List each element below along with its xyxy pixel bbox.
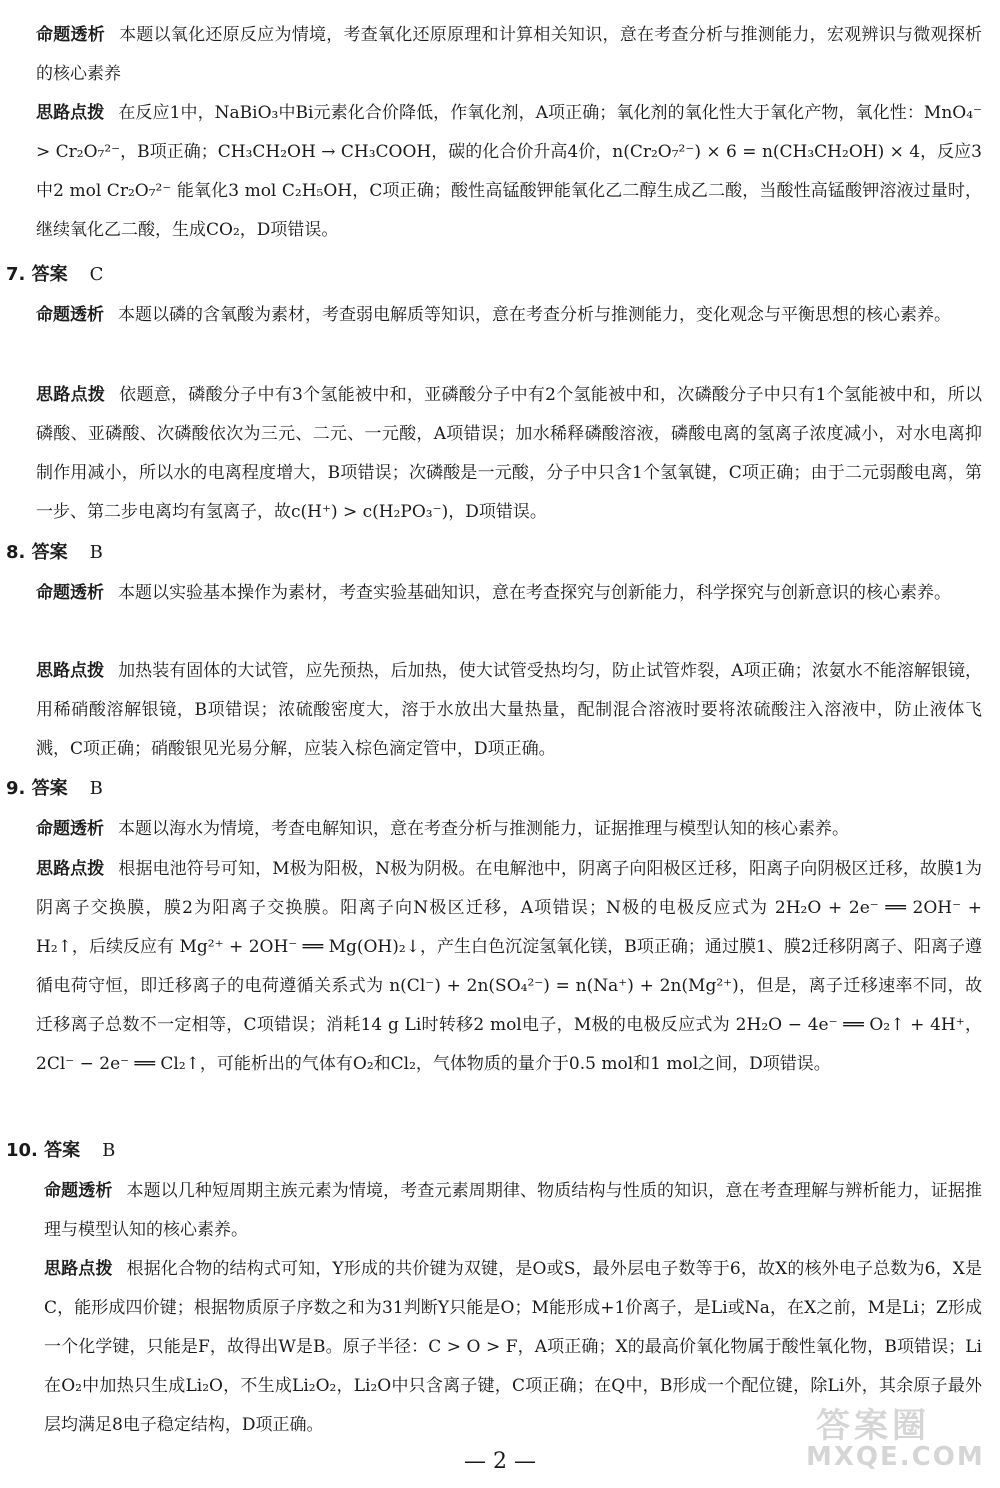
q10-intent	[44, 1172, 982, 1250]
analysis-text: 根据电池符号可知，M极为阳极，N极为阴极。在电解池中，阴离子向阳极区迁移，阳离子向阴极区迁移，故膜1为阴离子交换膜，膜2为阳离子交换膜。阳离子向N极区迁移，A项错误；N极的电极反应式为 2H₂O + 2e⁻ ══ 2OH⁻ + H₂↑，后续反应有 Mg²⁺ + 2OH⁻ ══ Mg(OH)₂↓，产生白色沉淀氢氧化镁，B项正确；通过膜1、膜2迁移阴离子、阳离子遵循电荷守恒，即迁移离子的电荷遵循关系式为 n(Cl⁻) + 2n(SO₄²⁻) = n(Na⁺) + 2n(Mg²⁺)，但是，离子迁移速率不同，故迁移离子总数不一定相等，C项错误；消耗14 g Li时转移2 mol电子，M极的电极反应式为 2H₂O − 4e⁻ ══ O₂↑ + 4H⁺，2Cl⁻ − 2e⁻ ══ Cl₂↑，可能析出的气体有O₂和Cl₂，气体物质的量介于0.5 mol和1 mol之间，D项错误。	[36, 859, 982, 1074]
site-watermark	[786, 1398, 986, 1478]
answer-value: C	[89, 264, 104, 285]
q6-intent	[36, 16, 982, 94]
q9-analysis-block	[36, 850, 982, 1084]
intent-text: 本题以实验基本操作为素材，考查实验基础知识，意在考查探究与创新能力，科学探究与创新意识的核心素养。	[118, 583, 951, 603]
analysis-label: 思路点拨	[36, 385, 106, 405]
analysis-text: 依题意，磷酸分子中有3个氢能被中和，亚磷酸分子中有2个氢能被中和，次磷酸分子中只有1个氢能被中和，所以磷酸、亚磷酸、次磷酸依次为三元、二元、一元酸，A项错误；加水稀释磷酸溶液，磷酸电离的氢离子浓度减小，对水电离抑制作用减小，所以水的电离程度增大，B项错误；次磷酸是一元酸，分子中只含1个氢氧键，C项正确；由于二元弱酸电离，第一步、第二步电离均有氢离子，故c(H⁺) > c(H₂PO₃⁻)，D项错误。	[36, 385, 982, 522]
intent-text: 本题以氧化还原反应为情境，考查氧化还原原理和计算相关知识，意在考查分析与推测能力，宏观辨识与微观探析的核心素养	[36, 25, 983, 84]
analysis-label: 思路点拨	[36, 661, 105, 681]
analysis-label: 思路点拨	[36, 103, 105, 123]
q8-answer	[6, 538, 103, 568]
intent-label: 命题透析	[44, 1181, 113, 1201]
intent-text: 本题以海水为情境，考查电解知识，意在考查分析与推测能力，证据推理与模型认知的核心素养。	[118, 819, 849, 839]
q9-analysis	[36, 850, 982, 1084]
analysis-text: 根据化合物的结构式可知，Y形成的共价键为双键，是O或S，最外层电子数等于6，故X的核外电子总数为6，X是C，能形成四价键；根据物质原子序数之和为31判断Y只能是O；M能形成+1价离子，是Li或Na，在X之前，M是Li；Z形成一个化学键，只能是F，故得出W是B。原子半径：C > O > F，A项正确；X的最高价氧化物属于酸性氧化物，B项错误；Li在O₂中加热只生成Li₂O，不生成Li₂O₂，Li₂O中只含离子键，C项正确；在Q中，B形成一个配位键，除Li外，其余原子最外层均满足8电子稳定结构，D项正确。	[44, 1259, 983, 1435]
analysis-text: 加热装有固体的大试管，应先预热，后加热，使大试管受热均匀，防止试管炸裂，A项正确；浓氨水不能溶解银镜，用稀硝酸溶解银镜，B项错误；浓硫酸密度大，溶于水放出大量热量，配制混合溶液时要将浓硫酸注入溶液中，防止液体飞溅，C项正确；硝酸银见光易分解，应装入棕色滴定管中，D项正确。	[36, 661, 983, 759]
answer-label: 10. 答案	[6, 1140, 81, 1161]
q7-answer	[6, 260, 103, 290]
q8-analysis-block	[36, 652, 982, 769]
q9-intent-block	[36, 810, 982, 849]
intent-label: 命题透析	[36, 305, 104, 325]
intent-text: 本题以几种短周期主族元素为情境，考查元素周期律、物质结构与性质的知识，意在考查理解与辨析能力，证据推理与模型认知的核心素养。	[44, 1181, 982, 1240]
q8-intent-block	[36, 574, 982, 613]
q6-intent-block	[36, 16, 982, 94]
q6-analysis	[36, 94, 982, 250]
q10-intent-block	[44, 1172, 982, 1250]
analysis-text: 在反应1中，NaBiO₃中Bi元素化合价降低，作氧化剂，A项正确；氧化剂的氧化性大于氧化产物，氧化性：MnO₄⁻ > Cr₂O₇²⁻，B项正确；CH₃CH₂OH → CH₃COOH，碳的化合价升高4价，n(Cr₂O₇²⁻) × 6 = n(CH₃CH₂OH) × 4，反应3中2 mol Cr₂O₇²⁻ 能氧化3 mol C₂H₅OH，C项正确；酸性高锰酸钾能氧化乙二醇生成乙二酸，当酸性高锰酸钾溶液过量时，继续氧化乙二酸，生成CO₂，D项错误。	[36, 103, 982, 240]
intent-label: 命题透析	[36, 819, 104, 839]
answer-label: 8. 答案	[6, 542, 68, 563]
q9-answer	[6, 774, 103, 804]
q8-analysis	[36, 652, 982, 769]
answer-value: B	[89, 778, 103, 799]
q7-analysis	[36, 376, 982, 532]
q7-analysis-block	[36, 376, 982, 532]
answer-label: 9. 答案	[6, 778, 68, 799]
watermark-logo-text: 答案圈	[816, 1406, 930, 1446]
answer-value: B	[102, 1140, 116, 1161]
answer-value: B	[89, 542, 103, 563]
q9-intent	[36, 810, 982, 849]
page-number: — 2 —	[464, 1449, 536, 1474]
intent-label: 命题透析	[36, 25, 106, 45]
answer-label: 7. 答案	[6, 264, 68, 285]
q6-analysis-block	[36, 94, 982, 250]
intent-label: 命题透析	[36, 583, 104, 603]
q7-intent	[36, 296, 982, 335]
q10-answer	[6, 1136, 115, 1166]
q7-intent-block	[36, 296, 982, 335]
q8-intent	[36, 574, 982, 613]
watermark-url: MXQE.COM	[806, 1442, 985, 1472]
analysis-label: 思路点拨	[44, 1259, 113, 1279]
intent-text: 本题以磷的含氧酸为素材，考查弱电解质等知识，意在考查分析与推测能力，变化观念与平衡思想的核心素养。	[118, 305, 951, 325]
analysis-label: 思路点拨	[36, 859, 105, 879]
